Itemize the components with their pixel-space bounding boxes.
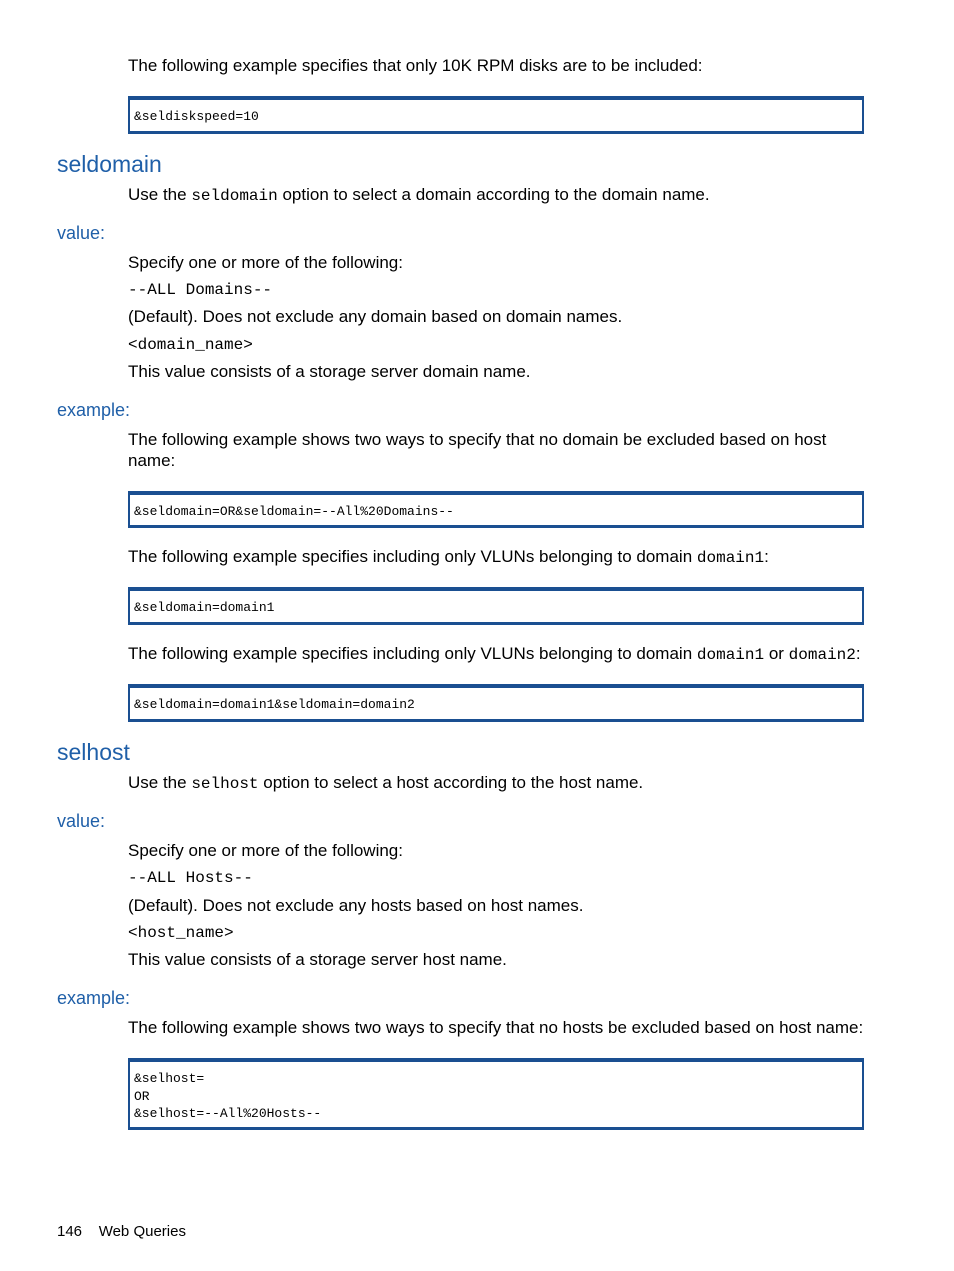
code-text: &seldomain=domain1&seldomain=domain2 xyxy=(134,697,415,712)
text-fragment: The following example specifies including only VLUNs belonging to domain xyxy=(128,547,697,566)
text-fragment: option to select a host according to the host name. xyxy=(258,773,644,792)
specify-text: Specify one or more of the following: xyxy=(128,253,403,272)
option-description: (Default). Does not exclude any hosts based on host names. xyxy=(128,896,584,915)
code-block xyxy=(128,491,864,528)
page-footer xyxy=(57,1223,186,1241)
option-description: This value consists of a storage server host name. xyxy=(128,950,507,969)
option-description: (Default). Does not exclude any domain based on domain names. xyxy=(128,307,623,326)
text-fragment: Use the xyxy=(128,773,192,792)
value-heading: value: xyxy=(57,223,106,243)
example-text xyxy=(128,643,861,666)
text-fragment: : xyxy=(855,644,861,663)
footer-section: Web Queries xyxy=(98,1223,186,1240)
option-description: This value consists of a storage server domain name. xyxy=(128,362,531,381)
example-text: The following example shows two ways to specify that no domain be excluded based on host name: xyxy=(128,430,827,470)
option-code: --ALL Domains-- xyxy=(128,281,273,299)
text-fragment: or xyxy=(764,644,789,663)
text-fragment: Use the xyxy=(128,185,192,204)
intro-text: The following example specifies that only 10K RPM disks are to be included: xyxy=(128,56,703,75)
code-text: &seldomain=domain1 xyxy=(134,600,275,615)
value-heading: value: xyxy=(57,811,106,831)
option-code: <host_name> xyxy=(128,924,234,942)
inline-code: selhost xyxy=(191,775,259,793)
selhost-description xyxy=(128,772,643,795)
inline-code: domain1 xyxy=(696,646,765,664)
code-text: &seldiskspeed=10 xyxy=(134,109,259,124)
option-code: <domain_name> xyxy=(128,336,253,354)
section-heading-selhost: selhost xyxy=(57,739,130,765)
page-number: 146 xyxy=(57,1223,83,1240)
inline-code: domain2 xyxy=(788,646,856,664)
example-heading: example: xyxy=(57,400,131,420)
inline-code: seldomain xyxy=(191,187,278,205)
code-text: &selhost= OR &selhost=--All%20Hosts-- xyxy=(134,1071,322,1121)
code-text: &seldomain=OR&seldomain=--All%20Domains-- xyxy=(134,504,454,519)
code-block xyxy=(128,684,864,722)
code-block xyxy=(128,1058,864,1130)
specify-text: Specify one or more of the following: xyxy=(128,841,403,860)
example-heading: example: xyxy=(57,988,131,1008)
seldomain-description xyxy=(128,184,710,207)
example-text: The following example shows two ways to specify that no hosts be excluded based on host name: xyxy=(128,1018,864,1037)
option-code: --ALL Hosts-- xyxy=(128,869,253,887)
code-block xyxy=(128,587,864,625)
code-block xyxy=(128,96,864,134)
section-heading-seldomain: seldomain xyxy=(57,151,162,177)
text-fragment: The following example specifies including only VLUNs belonging to domain xyxy=(128,644,697,663)
text-fragment: : xyxy=(764,547,769,566)
text-fragment: option to select a domain according to the domain name. xyxy=(277,185,710,204)
inline-code: domain1 xyxy=(696,549,765,567)
example-text xyxy=(128,546,769,569)
